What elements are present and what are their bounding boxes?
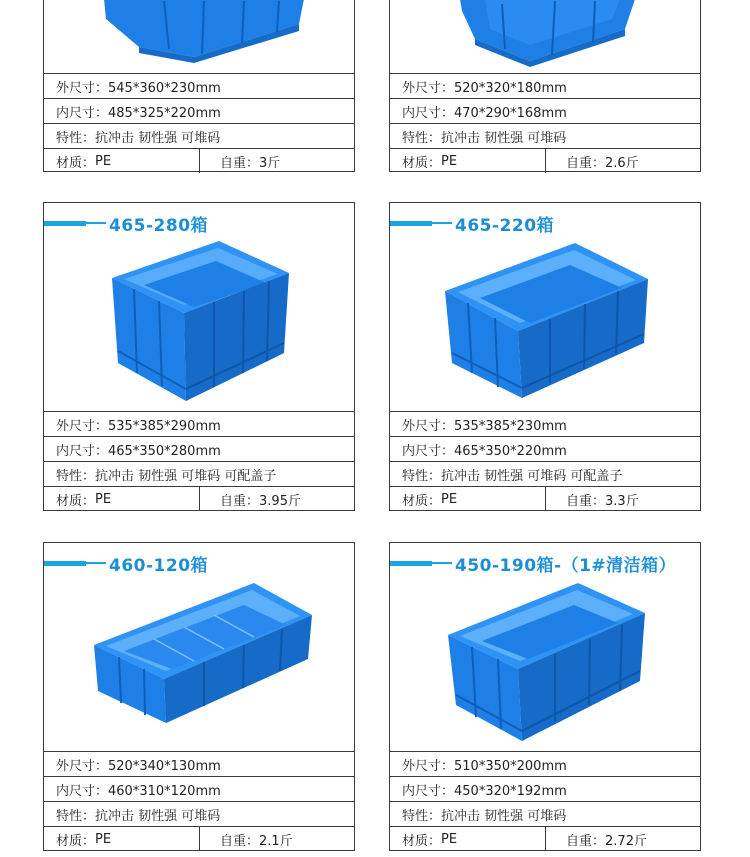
weight-value: 2.72斤 [605,833,647,849]
feature-text: 抗冲击 韧性强 可堆码 [441,808,567,824]
inner-size-row: 内尺寸：450*320*192mm [390,776,700,801]
outer-size: 510*350*200mm [454,758,567,774]
material-value: PE [441,831,458,847]
product-image-area [44,203,354,412]
product-card [43,0,355,172]
feature-row: 特性：抗冲击 韧性强 可堆码 [44,123,354,148]
feature-row: 特性：抗冲击 韧性强 可堆码 可配盖子 [44,461,354,486]
feature-row: 特性：抗冲击 韧性强 可堆码 [390,123,700,148]
crate-image [44,0,354,73]
material-value: PE [95,831,112,847]
weight-value: 3.95斤 [259,493,301,509]
outer-size: 520*320*180mm [454,80,567,96]
material-weight-row: 材质： PE 自重： 2.6斤 [390,148,700,173]
outer-size: 545*360*230mm [108,80,221,96]
material-value: PE [95,491,112,507]
product-card [389,202,701,511]
weight-value: 2.1斤 [259,833,293,849]
product-image-area [44,543,354,752]
product-card [43,202,355,511]
material-weight-row: 材质： PE 自重： 2.72斤 [390,826,700,851]
weight-value: 3斤 [259,155,281,171]
inner-size: 460*310*120mm [108,783,221,799]
feature-text: 抗冲击 韧性强 可堆码 [95,808,221,824]
outer-size-row: 外尺寸：535*385*290mm [56,418,221,434]
outer-size-row: 外尺寸：510*350*200mm [402,758,567,774]
outer-size-row: 外尺寸：545*360*230mm [56,80,221,96]
feature-text: 抗冲击 韧性强 可堆码 可配盖子 [441,468,623,484]
product-card [43,542,355,851]
product-image-area [390,0,700,74]
inner-size-row: 内尺寸：460*310*120mm [44,776,354,801]
feature-text: 抗冲击 韧性强 可堆码 [95,130,221,146]
crate-image [390,543,700,751]
outer-size-row: 外尺寸：520*340*130mm [56,758,221,774]
weight-value: 2.6斤 [605,155,639,171]
material-value: PE [441,491,458,507]
feature-row: 特性：抗冲击 韧性强 可堆码 [390,801,700,826]
inner-size: 465*350*220mm [454,443,567,459]
product-card [389,542,701,851]
outer-size: 520*340*130mm [108,758,221,774]
product-card [389,0,701,172]
outer-size: 535*385*290mm [108,418,221,434]
outer-size: 535*385*230mm [454,418,567,434]
feature-text: 抗冲击 韧性强 可堆码 可配盖子 [95,468,277,484]
product-title: 460-120箱 [109,555,209,576]
product-title: 450-190箱-（1#清洁箱） [455,555,677,576]
crate-image [390,0,700,73]
inner-size-row: 内尺寸：465*350*220mm [390,436,700,461]
product-title: 465-220箱 [455,215,555,236]
inner-size: 450*320*192mm [454,783,567,799]
material-weight-row: 材质： PE 自重： 2.1斤 [44,826,354,851]
product-image-area [390,543,700,752]
inner-size: 465*350*280mm [108,443,221,459]
material-value: PE [441,153,458,169]
feature-row: 特性：抗冲击 韧性强 可堆码 可配盖子 [390,461,700,486]
inner-size-row: 内尺寸：470*290*168mm [390,98,700,123]
crate-image [390,203,700,411]
inner-size-row: 内尺寸：465*350*280mm [44,436,354,461]
crate-image [44,203,354,411]
product-image-area [390,203,700,412]
material-value: PE [95,153,112,169]
product-title: 465-280箱 [109,215,209,236]
outer-size-row: 外尺寸：520*320*180mm [402,80,567,96]
feature-text: 抗冲击 韧性强 可堆码 [441,130,567,146]
inner-size-row: 内尺寸：485*325*220mm [44,98,354,123]
inner-size: 485*325*220mm [108,105,221,121]
outer-size-row: 外尺寸：535*385*230mm [402,418,567,434]
material-weight-row: 材质： PE 自重： 3.95斤 [44,486,354,511]
material-weight-row: 材质： PE 自重： 3斤 [44,148,354,173]
weight-value: 3.3斤 [605,493,639,509]
feature-row: 特性：抗冲击 韧性强 可堆码 [44,801,354,826]
inner-size: 470*290*168mm [454,105,567,121]
product-image-area [44,0,354,74]
material-weight-row: 材质： PE 自重： 3.3斤 [390,486,700,511]
crate-image [44,543,354,751]
